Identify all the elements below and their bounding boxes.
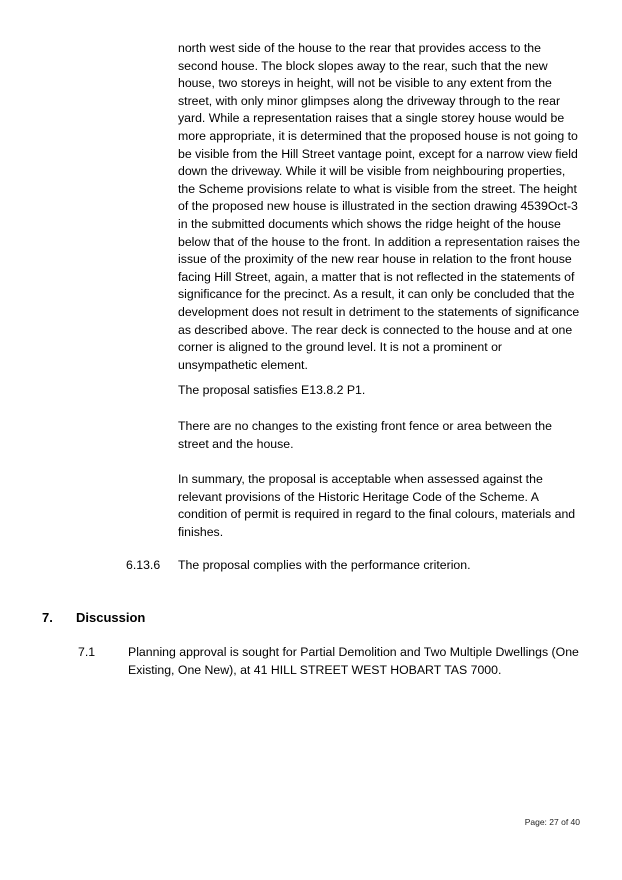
- subsection-number: 6.13.6: [126, 558, 161, 572]
- item-number: 7.1: [78, 645, 96, 659]
- satisfies-statement: The proposal satisfies E13.8.2 P1.: [178, 383, 366, 397]
- section-heading: Discussion: [76, 610, 146, 625]
- section-number: 7.: [42, 610, 53, 625]
- subsection-text: The proposal complies with the performance criterion.: [178, 558, 471, 572]
- fence-statement: There are no changes to the existing front fence or area between the street and the house.: [178, 419, 552, 451]
- heritage-assessment-paragraph: north west side of the house to the rear that provides access to the second house. The block slopes away to the rear, such that the new house, two storeys in height, will not be visible to any extent from the street, with only minor glimpses along the driveway through to the rear yard. While a representation raises that a single storey house would be more appropriate, it is determined that the proposed house is not going to be visible from the Hill Street vantage point, except for a narrow view field down the driveway. While it will be visible from neighbouring properties, the Scheme provisions relate to what is visible from the street. The height of the proposed new house is illustrated in the section drawing 4539Oct-3 in the submitted documents which shows the ridge height of the house below that of the house to the front. In addition a representation raises the issue of the proximity of the new rear house in relation to the front house facing Hill Street, again, a matter that is not reflected in the statements of significance for the precinct. As a result, it can only be concluded that the development does not result in detriment to the statements of significance as described above. The rear deck is connected to the house and at one corner is aligned to the ground level. It is not a prominent or unsympathetic element.: [178, 41, 580, 372]
- item-text: Planning approval is sought for Partial Demolition and Two Multiple Dwellings (One Existing, One New), at 41 HILL STREET WEST HOBART TAS 7000.: [128, 645, 579, 677]
- page-number-footer: Page: 27 of 40: [524, 817, 580, 827]
- summary-paragraph: In summary, the proposal is acceptable when assessed against the relevant provisions of the Historic Heritage Code of the Scheme. A condition of permit is required in regard to the final colours, materials and finishes.: [178, 472, 576, 539]
